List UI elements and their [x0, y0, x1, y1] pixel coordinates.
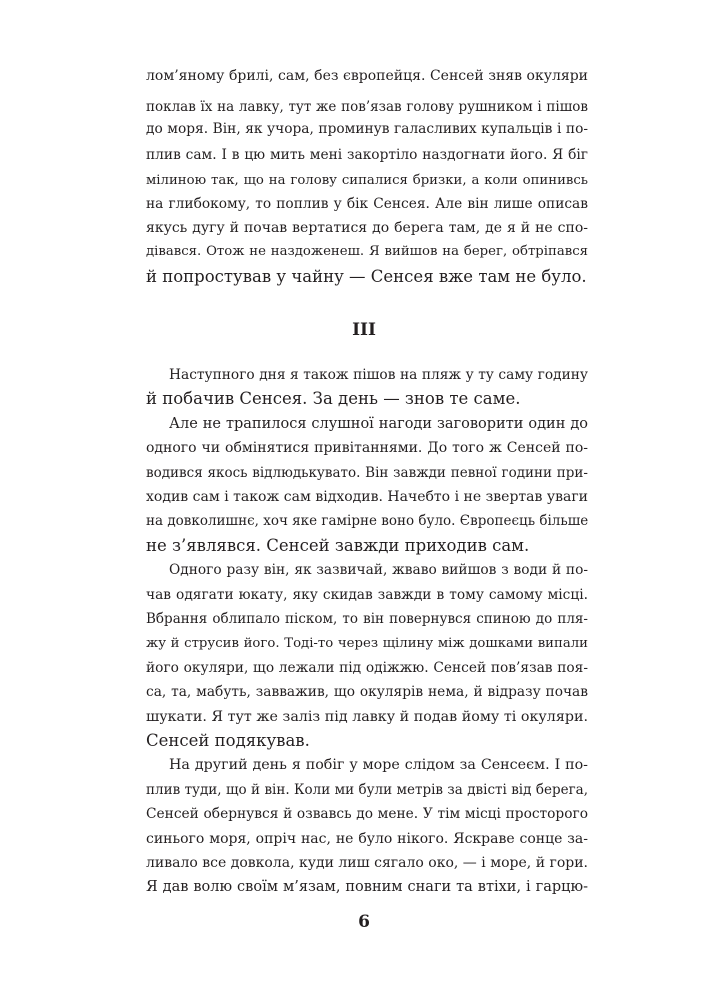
page-number: 6 — [358, 912, 370, 932]
text-line: плив сам. І в цю мить мені закортіло наздогнати його. Я біг — [146, 147, 588, 163]
text-line: шукати. Я тут же заліз під лавку й подав йому ті окуляри. — [146, 709, 588, 725]
text-line: синього моря, опріч нас, не було нікого. Яскраве сонце за- — [146, 831, 588, 847]
text-line: на глибокому, то поплив у бік Сенсея. Але він лише описав — [146, 196, 588, 212]
text-line: водився якось відлюдькувато. Він завжди певної години при- — [146, 465, 588, 481]
text-line: Сенсей подякував. — [146, 731, 310, 750]
text-line: на довколишнє, хоч яке гамірне воно було. Європеєць більше — [146, 513, 589, 529]
text-line: якусь дугу й почав вертатися до берега там, де я й не спо- — [146, 220, 588, 236]
text-line: Одного разу він, як зазвичай, жваво вийшов з води й по- — [169, 562, 588, 578]
text-line: жу й струсив його. Тоді-то через щілину між дошками випали — [146, 636, 588, 651]
text-line: чав одягати юкату, яку скидав завжди в тому самому місці. — [146, 587, 588, 603]
text-line: не з’являвся. Сенсей завжди приходив сам. — [146, 536, 530, 555]
text-line: й побачив Сенсея. За день — знов те саме. — [146, 389, 521, 408]
text-line: ходив сам і також сам відходив. Начебто і не звертав уваги — [146, 489, 588, 505]
text-line: його окуляри, що лежали під одіжжю. Сенсей пов’язав поя- — [146, 660, 588, 676]
text-line: й попростував у чайну — Сенсея вже там не було. — [146, 267, 587, 286]
text-line: одного чи обмінятися привітаннями. До того ж Сенсей по- — [146, 440, 588, 456]
text-line: поклав їх на лавку, тут же пов’язав голову рушником і пішов — [146, 99, 588, 115]
text-line: плив туди, що й він. Коли ми були метрів за двісті від берега, — [146, 782, 588, 798]
text-line: дівався. Отож не наздоженеш. Я вийшов на берег, обтріпався — [146, 244, 588, 259]
text-line: ливало все довкола, куди лиш сягало око, — і море, й гори. — [146, 855, 588, 871]
text-line: Але не трапилося слушної нагоди заговорити один до — [169, 416, 588, 432]
text-line: Я дав волю своїм м’язам, повним снаги та втіхи, і гарцю- — [146, 879, 588, 895]
text-line: Сенсей обернувся й озвавсь до мене. У тім місці просторого — [146, 806, 588, 822]
text-line: до моря. Він, як учора, проминув галасливих купальців і по- — [146, 121, 588, 137]
text-line: Наступного дня я також пішов на пляж у ту саму годину — [169, 367, 588, 383]
section-heading: III — [352, 320, 376, 340]
text-line: мілиною так, що на голову сипалися бризки, а коли опинивсь — [146, 173, 588, 188]
text-line: са, та, мабуть, завважив, що окулярів нема, й відразу почав — [146, 684, 588, 700]
text-line: лом’яному брилі, сам, без європейця. Сенсей зняв окуляри — [146, 68, 588, 84]
text-line: Вбрання облипало піском, то він повернувся спиною до пля- — [146, 611, 588, 627]
text-line: На другий день я побіг у море слідом за Сенсеєм. І по- — [169, 757, 588, 773]
